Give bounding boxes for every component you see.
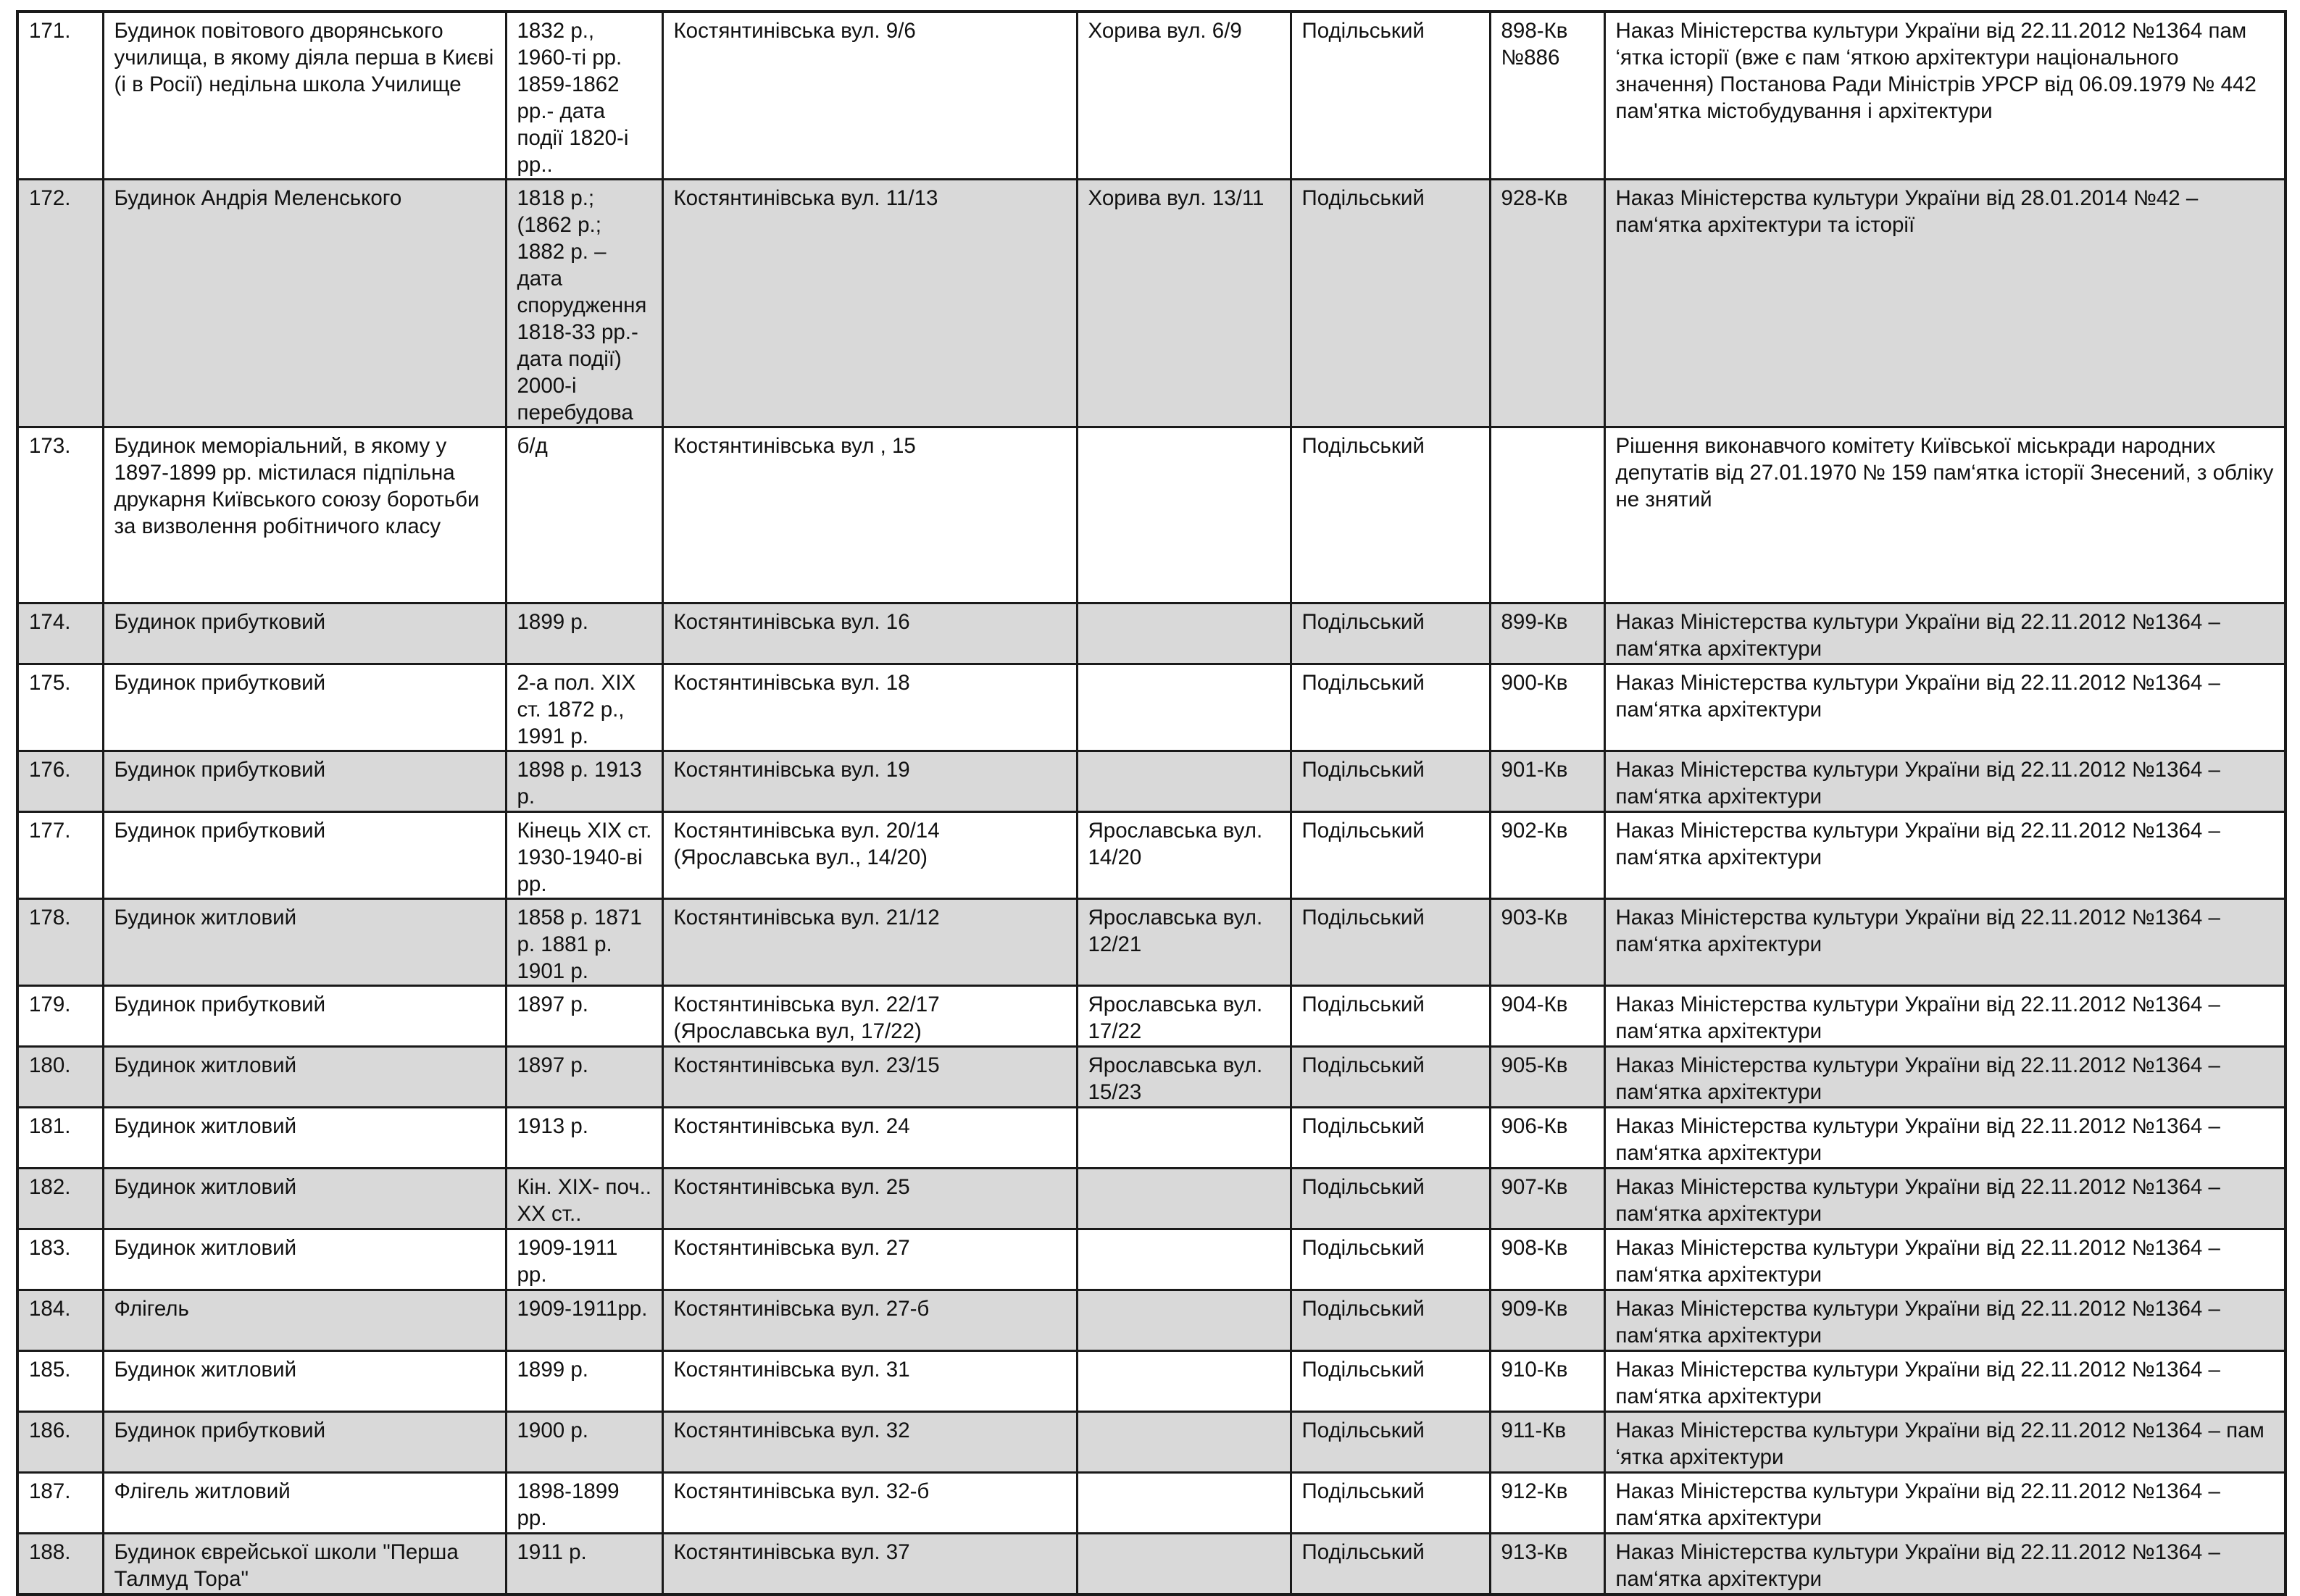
object-name-cell: Будинок прибутковий — [103, 1412, 506, 1473]
object-alt-address-cell — [1077, 1473, 1291, 1534]
object-address-cell: Костянтинівська вул. 37 — [662, 1534, 1077, 1595]
object-address-cell: Костянтинівська вул. 9/6 — [662, 12, 1077, 180]
object-alt-address-cell: Хорива вул. 13/11 — [1077, 180, 1291, 427]
legal-document-cell: Наказ Міністерства культури України від 22.11.2012 №1364 – пам‘ятка архітектури — [1604, 751, 2286, 812]
object-address-cell: Костянтинівська вул. 27 — [662, 1229, 1077, 1290]
object-date-cell: 1897 р. — [506, 986, 662, 1047]
table-row — [17, 1108, 2286, 1169]
object-district-cell: Подільський — [1291, 1169, 1490, 1229]
object-alt-address-cell — [1077, 603, 1291, 664]
row-number-cell: 179. — [17, 986, 103, 1047]
object-alt-address-cell — [1077, 1229, 1291, 1290]
row-number-cell: 173. — [17, 427, 103, 603]
legal-document-cell: Наказ Міністерства культури України від 22.11.2012 №1364 – пам‘ятка архітектури — [1604, 1108, 2286, 1169]
row-number-cell: 183. — [17, 1229, 103, 1290]
object-address-cell: Костянтинівська вул. 23/15 — [662, 1047, 1077, 1108]
object-alt-address-cell — [1077, 664, 1291, 751]
table-row — [17, 812, 2286, 899]
legal-document-cell: Наказ Міністерства культури України від 28.01.2014 №42 – пам‘ятка архітектури та історії — [1604, 180, 2286, 427]
table-row — [17, 1473, 2286, 1534]
object-district-cell: Подільський — [1291, 812, 1490, 899]
legal-document-cell: Наказ Міністерства культури України від 22.11.2012 №1364 – пам‘ятка архітектури — [1604, 1047, 2286, 1108]
object-name-cell: Будинок прибутковий — [103, 986, 506, 1047]
object-address-cell: Костянтинівська вул. 20/14 (Ярославська вул., 14/20) — [662, 812, 1077, 899]
object-alt-address-cell: Ярославська вул. 14/20 — [1077, 812, 1291, 899]
object-name-cell: Будинок повітового дворянського училища, в якому діяла перша в Києві (і в Росії) недільна школа Училище — [103, 12, 506, 180]
object-district-cell: Подільський — [1291, 180, 1490, 427]
object-district-cell: Подільський — [1291, 1108, 1490, 1169]
object-name-cell: Будинок житловий — [103, 899, 506, 986]
table-row — [17, 180, 2286, 427]
monuments-table — [16, 10, 2287, 1596]
legal-document-cell: Наказ Міністерства культури України від 22.11.2012 №1364 – пам‘ятка архітектури — [1604, 1229, 2286, 1290]
object-address-cell: Костянтинівська вул. 21/12 — [662, 899, 1077, 986]
row-number-cell: 176. — [17, 751, 103, 812]
object-address-cell: Костянтинівська вул. 32-б — [662, 1473, 1077, 1534]
object-date-cell: 2-а пол. ХІХ ст. 1872 р., 1991 р. — [506, 664, 662, 751]
object-address-cell: Костянтинівська вул. 19 — [662, 751, 1077, 812]
object-district-cell: Подільський — [1291, 664, 1490, 751]
object-alt-address-cell: Ярославська вул. 15/23 — [1077, 1047, 1291, 1108]
object-name-cell: Будинок єврейської школи "Перша Талмуд Тора" — [103, 1534, 506, 1595]
object-date-cell: Кін. ХІХ- поч.. ХХ ст.. — [506, 1169, 662, 1229]
object-date-cell: 1913 р. — [506, 1108, 662, 1169]
table-row — [17, 1351, 2286, 1412]
object-date-cell: 1909-1911 рр. — [506, 1229, 662, 1290]
table-body — [17, 12, 2286, 1595]
object-date-cell: 1858 р. 1871 р. 1881 р. 1901 р. — [506, 899, 662, 986]
legal-document-cell: Наказ Міністерства культури України від 22.11.2012 №1364 – пам‘ятка архітектури — [1604, 899, 2286, 986]
table-row — [17, 664, 2286, 751]
table-row — [17, 427, 2286, 603]
legal-document-cell: Наказ Міністерства культури України від 22.11.2012 №1364 – пам‘ятка архітектури — [1604, 1351, 2286, 1412]
object-district-cell: Подільський — [1291, 12, 1490, 180]
object-name-cell: Будинок житловий — [103, 1047, 506, 1108]
object-address-cell: Костянтинівська вул. 32 — [662, 1412, 1077, 1473]
object-alt-address-cell — [1077, 1412, 1291, 1473]
row-number-cell: 188. — [17, 1534, 103, 1595]
protection-code-cell: 913-Кв — [1490, 1534, 1604, 1595]
object-date-cell: 1898 р. 1913 р. — [506, 751, 662, 812]
object-date-cell: 1898-1899 рр. — [506, 1473, 662, 1534]
object-date-cell: 1897 р. — [506, 1047, 662, 1108]
row-number-cell: 186. — [17, 1412, 103, 1473]
row-number-cell: 177. — [17, 812, 103, 899]
object-address-cell: Костянтинівська вул. 22/17 (Ярославська вул, 17/22) — [662, 986, 1077, 1047]
table-row — [17, 1047, 2286, 1108]
object-alt-address-cell — [1077, 751, 1291, 812]
object-date-cell: 1832 р., 1960-ті рр. 1859-1862 рр.- дата події 1820-і рр.. — [506, 12, 662, 180]
object-name-cell: Будинок житловий — [103, 1229, 506, 1290]
object-alt-address-cell: Ярославська вул. 17/22 — [1077, 986, 1291, 1047]
legal-document-cell: Рішення виконавчого комітету Київської міськради народних депутатів від 27.01.1970 № 159 пам‘ятка історії Знесений, з обліку не знятий — [1604, 427, 2286, 603]
object-address-cell: Костянтинівська вул. 18 — [662, 664, 1077, 751]
object-name-cell: Будинок меморіальний, в якому у 1897-1899 рр. містилася підпільна друкарня Київського союзу боротьби за визволення робітничого класу — [103, 427, 506, 603]
object-name-cell: Будинок житловий — [103, 1169, 506, 1229]
object-district-cell: Подільський — [1291, 1290, 1490, 1351]
protection-code-cell: 908-Кв — [1490, 1229, 1604, 1290]
object-district-cell: Подільський — [1291, 1229, 1490, 1290]
legal-document-cell: Наказ Міністерства культури України від 22.11.2012 №1364 – пам‘ятка архітектури — [1604, 1290, 2286, 1351]
table-row — [17, 1534, 2286, 1595]
object-alt-address-cell — [1077, 1108, 1291, 1169]
legal-document-cell: Наказ Міністерства культури України від 22.11.2012 №1364 – пам‘ятка архітектури — [1604, 986, 2286, 1047]
legal-document-cell: Наказ Міністерства культури України від 22.11.2012 №1364 – пам‘ятка архітектури — [1604, 1169, 2286, 1229]
object-name-cell: Будинок Андрія Меленського — [103, 180, 506, 427]
table-row — [17, 751, 2286, 812]
object-address-cell: Костянтинівська вул , 15 — [662, 427, 1077, 603]
protection-code-cell: 901-Кв — [1490, 751, 1604, 812]
object-address-cell: Костянтинівська вул. 27-б — [662, 1290, 1077, 1351]
object-district-cell: Подільський — [1291, 427, 1490, 603]
object-date-cell: 1818 р.; (1862 р.; 1882 р. – дата спорудження 1818-33 рр.- дата події) 2000-і перебудова — [506, 180, 662, 427]
row-number-cell: 185. — [17, 1351, 103, 1412]
object-district-cell: Подільський — [1291, 1534, 1490, 1595]
protection-code-cell: 905-Кв — [1490, 1047, 1604, 1108]
object-name-cell: Будинок прибутковий — [103, 603, 506, 664]
protection-code-cell: 899-Кв — [1490, 603, 1604, 664]
table-row — [17, 1169, 2286, 1229]
protection-code-cell: 911-Кв — [1490, 1412, 1604, 1473]
protection-code-cell: 898-Кв №886 — [1490, 12, 1604, 180]
object-alt-address-cell: Хорива вул. 6/9 — [1077, 12, 1291, 180]
object-district-cell: Подільський — [1291, 1412, 1490, 1473]
row-number-cell: 187. — [17, 1473, 103, 1534]
table-row — [17, 603, 2286, 664]
legal-document-cell: Наказ Міністерства культури України від 22.11.2012 №1364 – пам‘ятка архітектури — [1604, 1473, 2286, 1534]
protection-code-cell — [1490, 427, 1604, 603]
object-district-cell: Подільський — [1291, 899, 1490, 986]
object-district-cell: Подільський — [1291, 1473, 1490, 1534]
legal-document-cell: Наказ Міністерства культури України від 22.11.2012 №1364 пам ‘ятка історії (вже є пам ‘яткою архітектури національного значення) Постанова Ради Міністрів УРСР від 06.09.1979 № 442 пам'ятка містобудування і архітектури — [1604, 12, 2286, 180]
row-number-cell: 181. — [17, 1108, 103, 1169]
protection-code-cell: 900-Кв — [1490, 664, 1604, 751]
object-date-cell: б/д — [506, 427, 662, 603]
object-district-cell: Подільський — [1291, 751, 1490, 812]
object-district-cell: Подільський — [1291, 603, 1490, 664]
object-alt-address-cell — [1077, 1169, 1291, 1229]
object-name-cell: Будинок прибутковий — [103, 664, 506, 751]
table-row — [17, 12, 2286, 180]
row-number-cell: 175. — [17, 664, 103, 751]
legal-document-cell: Наказ Міністерства культури України від 22.11.2012 №1364 – пам‘ятка архітектури — [1604, 812, 2286, 899]
row-number-cell: 180. — [17, 1047, 103, 1108]
row-number-cell: 178. — [17, 899, 103, 986]
object-alt-address-cell — [1077, 1290, 1291, 1351]
object-address-cell: Костянтинівська вул. 25 — [662, 1169, 1077, 1229]
object-name-cell: Флігель житловий — [103, 1473, 506, 1534]
table-row — [17, 1412, 2286, 1473]
legal-document-cell: Наказ Міністерства культури України від 22.11.2012 №1364 – пам‘ятка архітектури — [1604, 664, 2286, 751]
object-alt-address-cell: Ярославська вул. 12/21 — [1077, 899, 1291, 986]
object-date-cell: Кінець ХІХ ст. 1930-1940-ві рр. — [506, 812, 662, 899]
table-row — [17, 986, 2286, 1047]
protection-code-cell: 928-Кв — [1490, 180, 1604, 427]
protection-code-cell: 910-Кв — [1490, 1351, 1604, 1412]
row-number-cell: 172. — [17, 180, 103, 427]
table-row — [17, 899, 2286, 986]
object-alt-address-cell — [1077, 1351, 1291, 1412]
protection-code-cell: 903-Кв — [1490, 899, 1604, 986]
object-date-cell: 1909-1911рр. — [506, 1290, 662, 1351]
row-number-cell: 174. — [17, 603, 103, 664]
object-address-cell: Костянтинівська вул. 24 — [662, 1108, 1077, 1169]
legal-document-cell: Наказ Міністерства культури України від 22.11.2012 №1364 – пам‘ятка архітектури — [1604, 1534, 2286, 1595]
protection-code-cell: 906-Кв — [1490, 1108, 1604, 1169]
row-number-cell: 171. — [17, 12, 103, 180]
row-number-cell: 184. — [17, 1290, 103, 1351]
object-district-cell: Подільський — [1291, 1351, 1490, 1412]
table-row — [17, 1229, 2286, 1290]
object-name-cell: Будинок прибутковий — [103, 812, 506, 899]
protection-code-cell: 912-Кв — [1490, 1473, 1604, 1534]
object-address-cell: Костянтинівська вул. 16 — [662, 603, 1077, 664]
object-district-cell: Подільський — [1291, 1047, 1490, 1108]
object-address-cell: Костянтинівська вул. 31 — [662, 1351, 1077, 1412]
protection-code-cell: 902-Кв — [1490, 812, 1604, 899]
protection-code-cell: 909-Кв — [1490, 1290, 1604, 1351]
object-date-cell: 1911 р. — [506, 1534, 662, 1595]
row-number-cell: 182. — [17, 1169, 103, 1229]
protection-code-cell: 904-Кв — [1490, 986, 1604, 1047]
object-name-cell: Будинок житловий — [103, 1108, 506, 1169]
object-name-cell: Будинок житловий — [103, 1351, 506, 1412]
object-address-cell: Костянтинівська вул. 11/13 — [662, 180, 1077, 427]
table-row — [17, 1290, 2286, 1351]
object-date-cell: 1899 р. — [506, 603, 662, 664]
object-name-cell: Будинок прибутковий — [103, 751, 506, 812]
protection-code-cell: 907-Кв — [1490, 1169, 1604, 1229]
object-date-cell: 1900 р. — [506, 1412, 662, 1473]
legal-document-cell: Наказ Міністерства культури України від 22.11.2012 №1364 – пам‘ятка архітектури — [1604, 603, 2286, 664]
legal-document-cell: Наказ Міністерства культури України від 22.11.2012 №1364 – пам ‘ятка архітектури — [1604, 1412, 2286, 1473]
object-alt-address-cell — [1077, 1534, 1291, 1595]
object-alt-address-cell — [1077, 427, 1291, 603]
object-district-cell: Подільський — [1291, 986, 1490, 1047]
object-date-cell: 1899 р. — [506, 1351, 662, 1412]
object-name-cell: Флігель — [103, 1290, 506, 1351]
